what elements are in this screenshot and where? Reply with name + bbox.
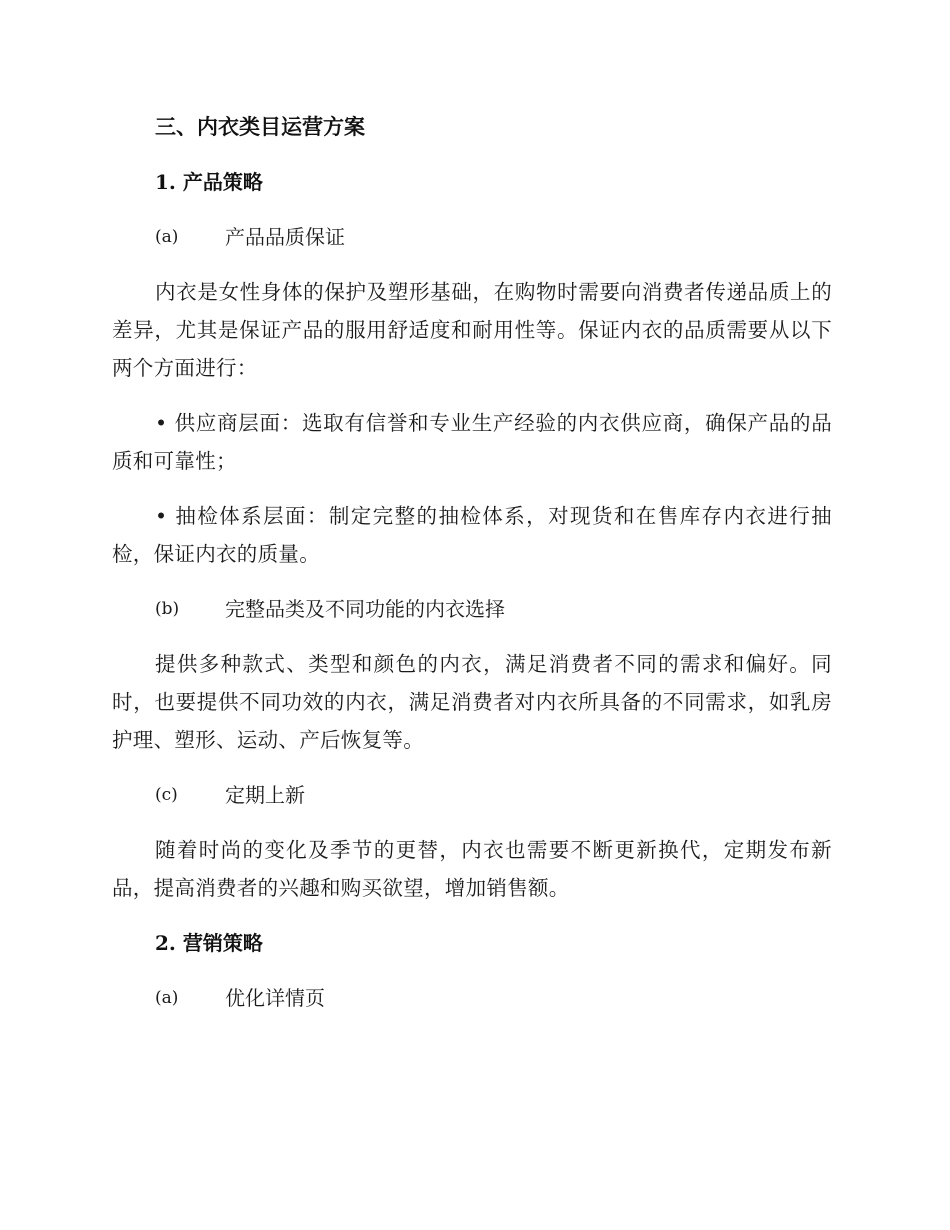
- paragraph-new-arrivals: 随着时尚的变化及季节的更替，内衣也需要不断更新换代，定期发布新品，提高消费者的兴趣和购买欲望，增加销售额。: [112, 838, 832, 900]
- item-label: 定期上新: [225, 783, 305, 807]
- section-title: 三、内衣类目运营方案: [155, 114, 365, 139]
- paragraph-categories: 提供多种款式、类型和颜色的内衣，满足消费者不同的需求和偏好。同时，也要提供不同功效的内衣，满足消费者对内衣所具备的不同需求，如乳房护理、塑形、运动、产后恢复等。: [112, 652, 832, 752]
- list-item-new-arrivals: [155, 776, 832, 814]
- item-marker: (a): [155, 988, 179, 1008]
- item-label: 完整品类及不同功能的内衣选择: [225, 597, 505, 621]
- item-marker: (a): [155, 227, 179, 247]
- bullet-supplier: • 供应商层面：选取有信誉和专业生产经验的内衣供应商，确保产品的品质和可靠性；: [112, 411, 832, 473]
- document-body: [112, 108, 832, 1034]
- bullet-inspection: • 抽检体系层面：制定完整的抽检体系，对现货和在售库存内衣进行抽检，保证内衣的质量。: [112, 504, 832, 566]
- product-strategy-title: 1. 产品策略: [155, 170, 263, 194]
- list-item-quality: [155, 218, 832, 256]
- item-marker: (b): [155, 599, 180, 619]
- list-item-categories: [155, 590, 832, 628]
- item-label: 优化详情页: [225, 986, 325, 1010]
- marketing-strategy-title: 2. 营销策略: [155, 931, 263, 955]
- list-item-detail-page: [155, 979, 832, 1017]
- paragraph-quality: 内衣是女性身体的保护及塑形基础，在购物时需要向消费者传递品质上的差异，尤其是保证产品的服用舒适度和耐用性等。保证内衣的品质需要从以下两个方面进行：: [112, 280, 832, 380]
- item-marker: (c): [155, 785, 178, 805]
- item-label: 产品品质保证: [225, 225, 345, 249]
